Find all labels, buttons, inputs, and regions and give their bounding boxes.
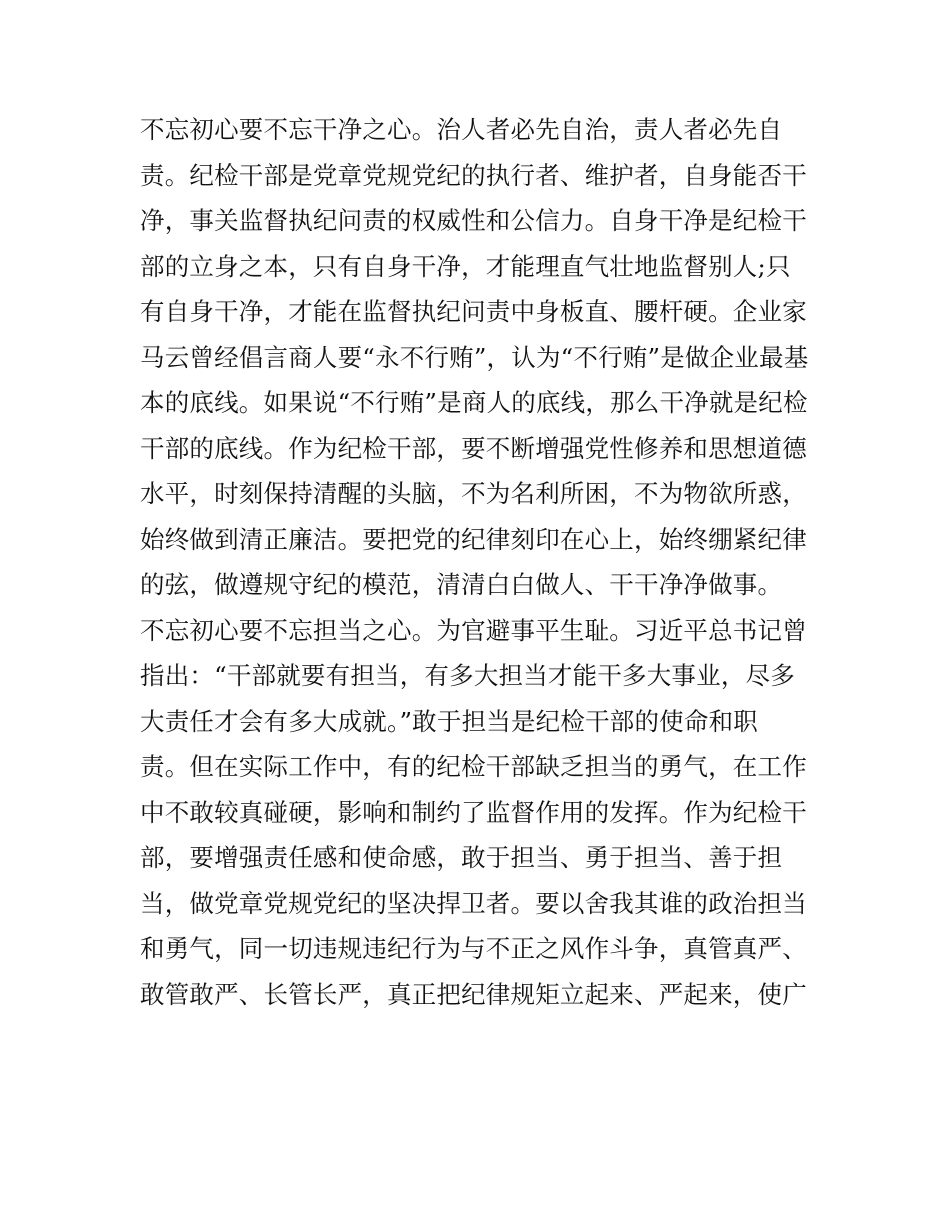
- text-line: 干部的底线。作为纪检干部，要不断增强党性修养和思想道德: [140, 433, 807, 463]
- text-line: 和勇气，同一切违规违纪行为与不正之风作斗争，真管真严、: [140, 934, 807, 963]
- text-line: 中不敢较真碰硬，影响和制约了监督作用的发挥。作为纪检干: [140, 797, 807, 827]
- text-line: 本的底线。如果说“不行贿”是商人的底线，那么干净就是纪检: [140, 388, 808, 417]
- text-line: 净，事关监督执纪问责的权威性和公信力。自身干净是纪检干: [140, 206, 807, 235]
- text-line: 责。纪检干部是党章党规党纪的执行者、维护者，自身能否干: [140, 160, 807, 190]
- text-line: 的弦，做遵规守纪的模范，清清白白做人、干干净净做事。: [140, 570, 783, 599]
- text-line: 大责任才会有多大成就。”敢于担当是纪检干部的使命和职: [140, 706, 758, 736]
- text-line: 责。但在实际工作中，有的纪检干部缺乏担当的勇气，在工作: [140, 752, 807, 781]
- text-line: 有自身干净，才能在监督执纪问责中身板直、腰杆硬。企业家: [140, 297, 807, 326]
- text-line: 指出：“干部就要有担当，有多大担当才能干多大事业，尽多: [140, 661, 795, 690]
- text-line: 部的立身之本，只有自身干净，才能理直气壮地监督别人;只: [140, 251, 791, 281]
- text-line: 部，要增强责任感和使命感，敢于担当、勇于担当、善于担: [140, 843, 783, 872]
- text-line: 不忘初心要不忘担当之心。为官避事平生耻。习近平总书记曾: [140, 615, 807, 645]
- text-line: 不忘初心要不忘干净之心。治人者必先自治，责人者必先自: [140, 115, 783, 144]
- text-line: 当，做党章党规党纪的坚决捍卫者。要以舍我其谁的政治担当: [140, 888, 807, 918]
- text-line: 马云曾经倡言商人要“永不行贿”，认为“不行贿”是做企业最基: [140, 342, 809, 372]
- text-line: 敢管敢严、长管长严，真正把纪律规矩立起来、严起来，使广: [140, 979, 807, 1009]
- text-line: 水平，时刻保持清醒的头脑，不为名利所困，不为物欲所惑，: [140, 479, 807, 508]
- text-line: 始终做到清正廉洁。要把党的纪律刻印在心上，始终绷紧纪律: [140, 524, 807, 554]
- body-text: [140, 107, 820, 1017]
